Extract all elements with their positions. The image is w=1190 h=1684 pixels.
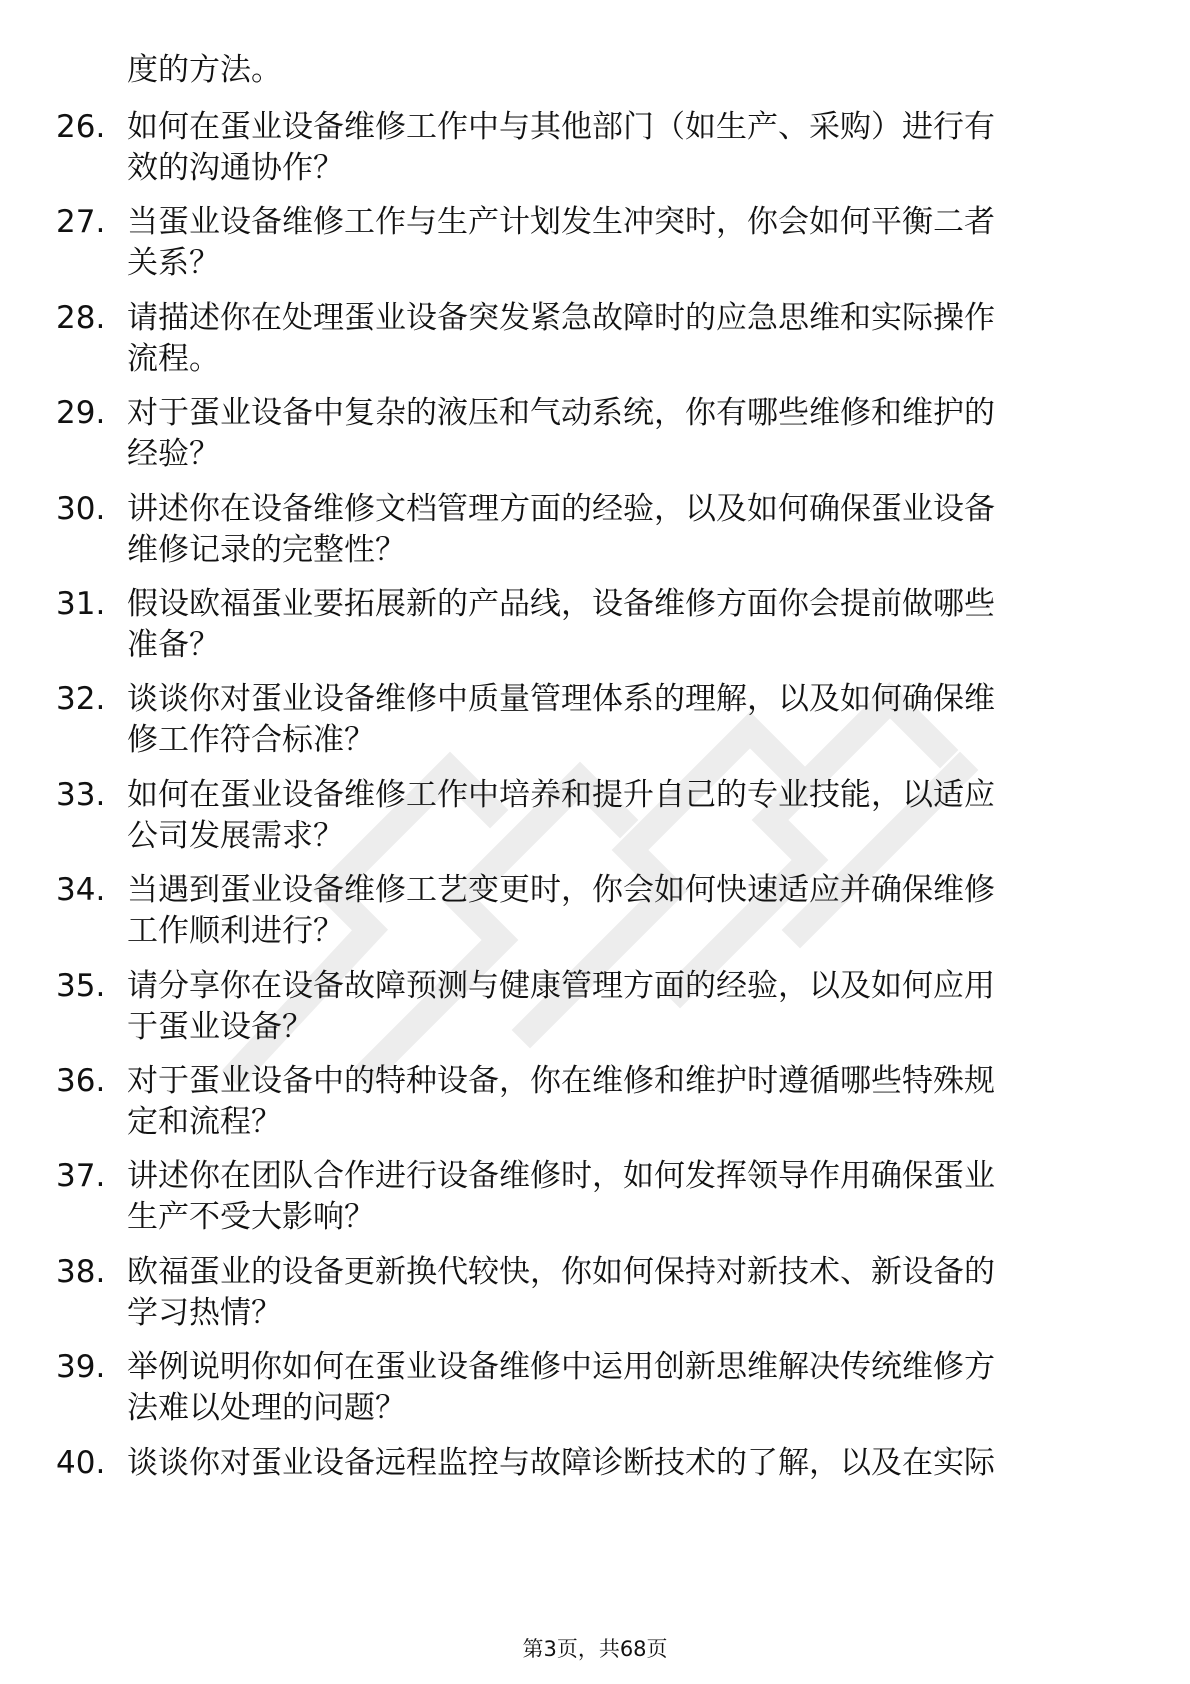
question-text-line: 讲述你在团队合作进行设备维修时，如何发挥领导作用确保蛋业	[127, 1158, 995, 1195]
question-text-line: 公司发展需求？	[127, 817, 344, 854]
question-text-line: 效的沟通协作？	[127, 150, 344, 186]
question-text-line: 如何在蛋业设备维修工作中培养和提升自己的专业技能，以适应	[127, 776, 995, 813]
question-text-line: 举例说明你如何在蛋业设备维修中运用创新思维解决传统维修方	[127, 1349, 995, 1386]
question-text-line: 请描述你在处理蛋业设备突发紧急故障时的应急思维和实际操作	[127, 299, 995, 336]
question-text-line: 工作顺利进行？	[127, 913, 344, 950]
question-text-line: 修工作符合标准？	[127, 722, 375, 759]
question-text-line: 于蛋业设备？	[127, 1008, 313, 1045]
intro-line: 度的方法。	[127, 52, 282, 88]
question-text-line: 定和流程？	[127, 1104, 282, 1140]
question-text-line: 当遇到蛋业设备维修工艺变更时，你会如何快速适应并确保维修	[127, 872, 995, 909]
question-number: 38.	[56, 1253, 106, 1290]
question-text-line: 如何在蛋业设备维修工作中与其他部门（如生产、采购）进行有	[127, 109, 995, 145]
question-text-line: 经验？	[127, 436, 220, 473]
question-text-line: 准备？	[127, 627, 220, 663]
question-text-line: 流程。	[127, 340, 220, 377]
question-text-line: 法难以处理的问题？	[127, 1390, 406, 1427]
question-text-line: 欧福蛋业的设备更新换代较快，你如何保持对新技术、新设备的	[127, 1253, 995, 1290]
question-text-line: 讲述你在设备维修文档管理方面的经验，以及如何确保蛋业设备	[127, 490, 995, 527]
question-number: 30.	[56, 490, 106, 527]
question-text-line: 维修记录的完整性？	[127, 531, 406, 568]
question-number: 27.	[56, 204, 106, 241]
question-text-line: 当蛋业设备维修工作与生产计划发生冲突时，你会如何平衡二者	[127, 204, 995, 241]
question-number: 26.	[56, 109, 106, 145]
question-number: 36.	[56, 1063, 106, 1099]
question-number: 33.	[56, 776, 106, 813]
question-text-line: 请分享你在设备故障预测与健康管理方面的经验，以及如何应用	[127, 967, 995, 1004]
question-number: 31.	[56, 586, 106, 622]
question-number: 40.	[56, 1444, 106, 1481]
question-number: 35.	[56, 967, 106, 1004]
question-text-line: 假设欧福蛋业要拓展新的产品线，设备维修方面你会提前做哪些	[127, 586, 995, 622]
question-number: 32.	[56, 681, 106, 718]
question-text-line: 关系？	[127, 245, 220, 282]
question-number: 39.	[56, 1349, 106, 1386]
question-text-line: 生产不受大影响？	[127, 1199, 375, 1236]
question-text-line: 谈谈你对蛋业设备远程监控与故障诊断技术的了解，以及在实际	[127, 1444, 995, 1481]
question-number: 29.	[56, 395, 106, 432]
question-number: 28.	[56, 299, 106, 336]
question-text-line: 谈谈你对蛋业设备维修中质量管理体系的理解，以及如何确保维	[127, 681, 995, 718]
page-footer: 第3页，共68页	[522, 1637, 668, 1661]
question-text-line: 对于蛋业设备中的特种设备，你在维修和维护时遵循哪些特殊规	[127, 1063, 995, 1099]
question-number: 37.	[56, 1158, 106, 1195]
question-text-line: 学习热情？	[127, 1294, 282, 1331]
question-text-line: 对于蛋业设备中复杂的液压和气动系统，你有哪些维修和维护的	[127, 395, 995, 432]
question-number: 34.	[56, 872, 106, 909]
